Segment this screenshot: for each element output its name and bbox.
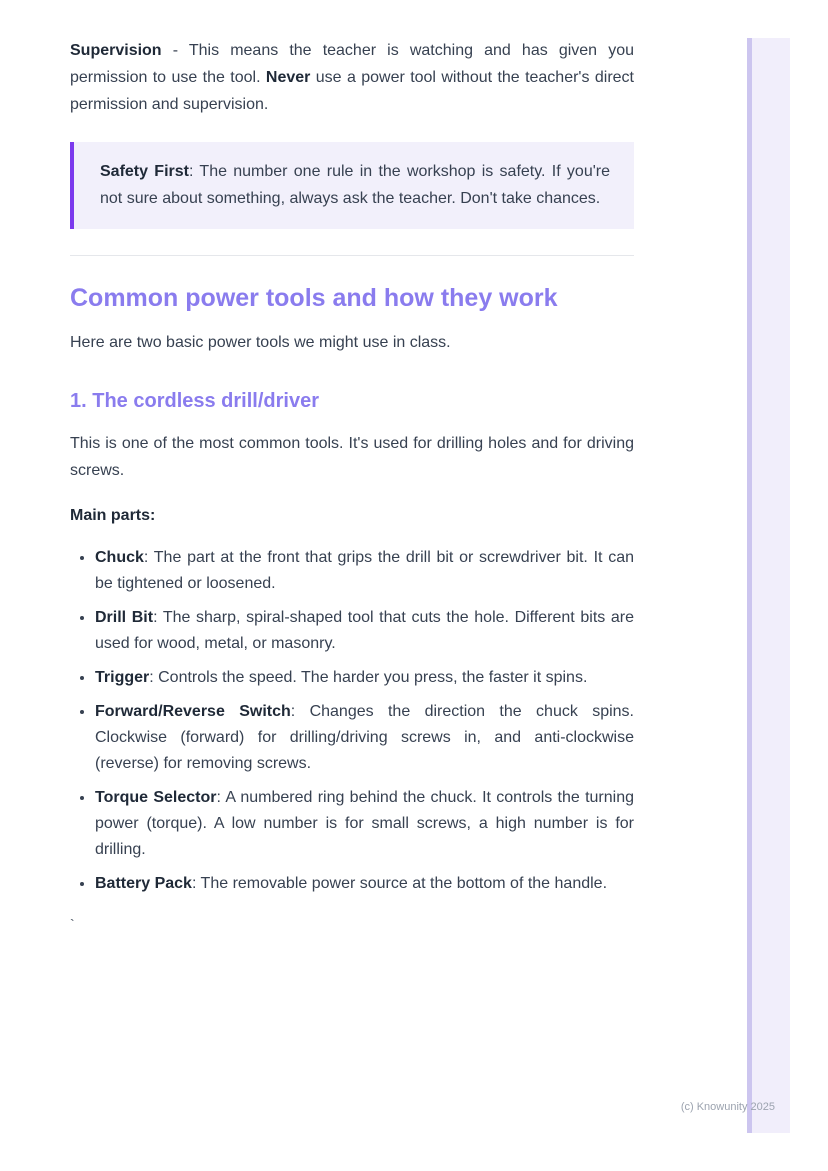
list-item-term: Chuck bbox=[95, 549, 144, 566]
intro-bold-never: Never bbox=[265, 69, 311, 86]
parts-list bbox=[70, 545, 634, 897]
section-heading: Common power tools and how they work bbox=[70, 284, 558, 312]
list-item-term: Drill Bit bbox=[95, 609, 154, 626]
list-item-text: : Changes the direction the chuck spins. Clockwise (forward) for drilling/driving screws in, and anti-clockwise (reverse) for removing screws. bbox=[95, 703, 635, 772]
list-item-text: : Controls the speed. The harder you press, the faster it spins. bbox=[149, 669, 588, 686]
intro-text-2: use a power tool without the teacher's direct permission and supervision. bbox=[70, 69, 634, 113]
next-page-edge bbox=[747, 38, 790, 1133]
list-item-term: Battery Pack bbox=[95, 875, 192, 892]
intro-paragraph bbox=[70, 37, 634, 118]
list-item-term: Trigger bbox=[95, 669, 150, 686]
list-item-term: Torque Selector bbox=[95, 789, 217, 806]
list-item-term: Forward/Reverse Switch bbox=[95, 703, 291, 720]
list-item-text: : The sharp, spiral-shaped tool that cuts the hole. Different bits are used for wood, metal, or masonry. bbox=[95, 609, 634, 652]
list-item-drill-bit bbox=[95, 605, 634, 657]
callout-title: Safety First bbox=[100, 163, 189, 180]
section-divider bbox=[70, 255, 634, 256]
subsection-intro-paragraph: This is one of the most common tools. It's used for drilling holes and for driving screws. bbox=[70, 435, 634, 479]
list-item-chuck bbox=[95, 545, 634, 597]
list-item-text: : The removable power source at the bottom of the handle. bbox=[191, 875, 608, 892]
section-intro-paragraph: Here are two basic power tools we might use in class. bbox=[70, 334, 451, 351]
list-item-battery-pack bbox=[95, 871, 634, 897]
safety-callout bbox=[70, 142, 634, 229]
list-item-torque-selector bbox=[95, 785, 634, 863]
document-page bbox=[70, 0, 634, 938]
callout-text: : The number one rule in the workshop is safety. If you're not sure about something, always ask the teacher. Don't take chances. bbox=[100, 163, 611, 207]
subsection-heading: 1. The cordless drill/driver bbox=[70, 390, 319, 412]
footer-credit: (c) Knowunity 2025 bbox=[680, 1101, 775, 1113]
list-label: Main parts: bbox=[70, 507, 156, 524]
intro-text-1: - This means the teacher is watching and has given you permission to use the tool. bbox=[70, 42, 634, 86]
intro-bold-supervision: Supervision bbox=[70, 42, 162, 59]
list-item-trigger bbox=[95, 665, 634, 691]
list-item-text: : A numbered ring behind the chuck. It controls the turning power (torque). A low number is for small screws, a high number is for drilling. bbox=[95, 789, 635, 858]
list-item-forward-reverse-switch bbox=[95, 699, 634, 777]
list-item-text: : The part at the front that grips the drill bit or screwdriver bit. It can be tightened or loosened. bbox=[95, 549, 634, 592]
stray-backtick: ` bbox=[70, 916, 75, 932]
